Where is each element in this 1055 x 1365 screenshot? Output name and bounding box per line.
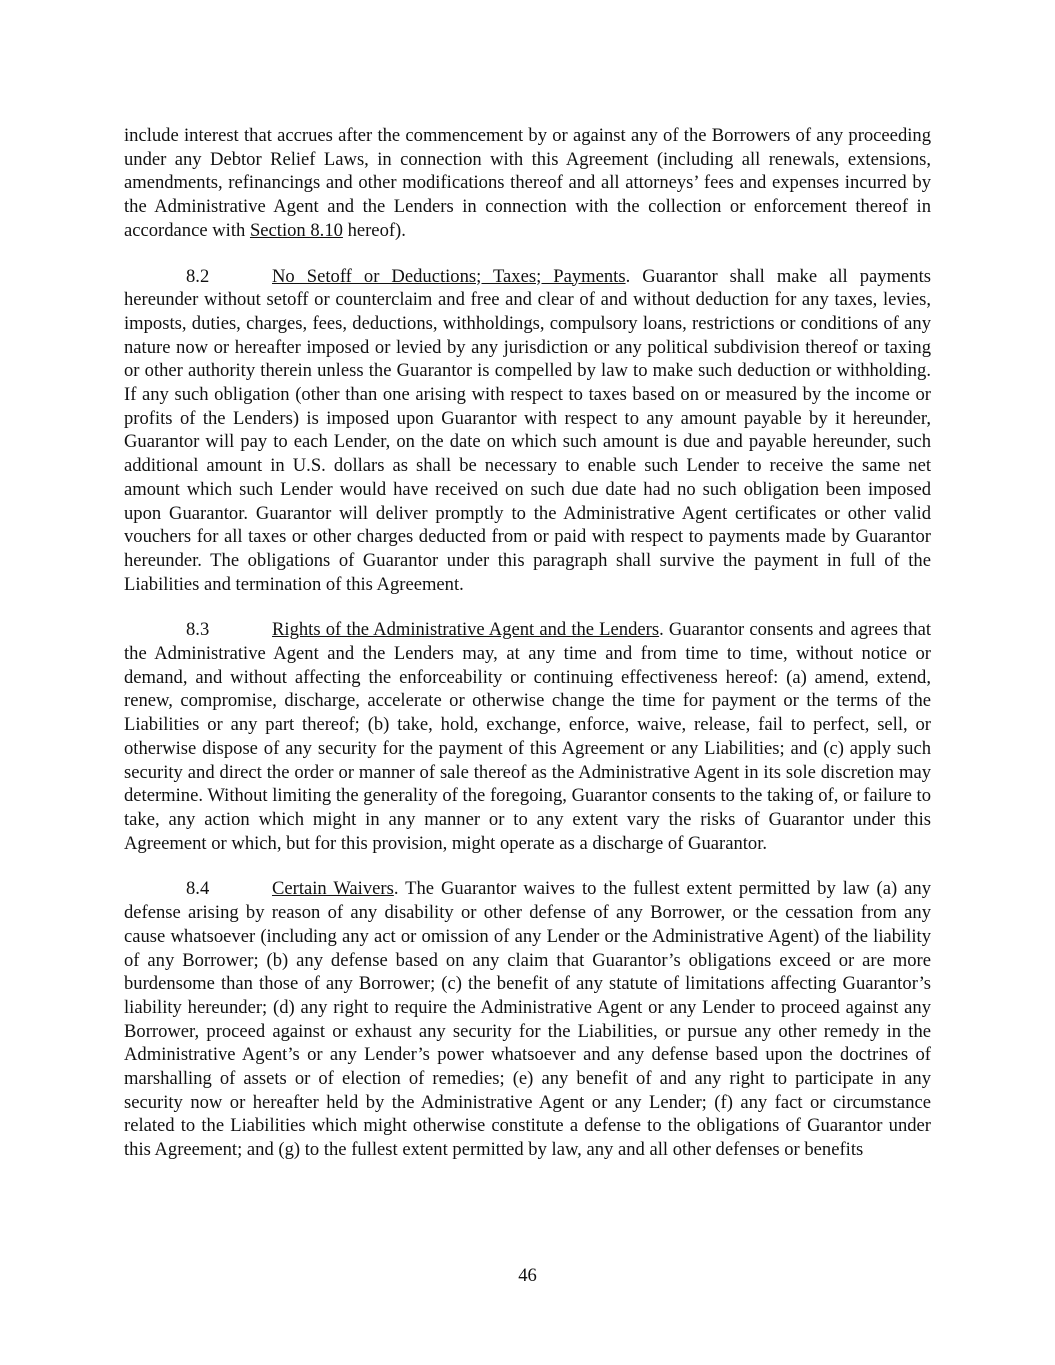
section-number: 8.4: [186, 878, 210, 900]
document-page: [124, 124, 931, 1184]
section-8-2: [124, 265, 931, 597]
section-heading: Certain Waivers: [272, 878, 394, 900]
continuation-text-before: include interest that accrues after the commencement by or against any of the Borrowers of any proceeding under any Debtor Relief Laws, in connection with this Agreement (including all renewals, extensions, amendments, refinancings and other modifications thereof and all attorneys’ fees and expenses incurred by the Administrative Agent and the Lenders in connection with the collection or enforcement thereof in accordance with: [124, 125, 931, 241]
section-number: 8.3: [186, 619, 210, 641]
section-reference: Section 8.10: [249, 219, 343, 241]
section-heading: Rights of the Administrative Agent and the Lenders: [272, 619, 660, 641]
section-body: . The Guarantor waives to the fullest extent permitted by law (a) any defense arising by reason of any disability or other defense of any Borrower, or the cessation from any cause whatsoever (including any act or omission of any Lender or the Administrative Agent) of the liability of any Borrower; (b) any defense based on any claim that Guarantor’s obligations exceed or are more burdensome than those of any Borrower; (c) the benefit of any statute of limitations affecting Guarantor’s liability hereunder; (d) any right to require the Administrative Agent or any Lender to proceed against any Borrower, proceed against or exhaust any security for the Liabilities, or pursue any other remedy in the Administrative Agent’s or any Lender’s power whatsoever and any defense based upon the doctrines of marshalling of assets or of election of remedies; (e) any benefit of and any right to participate in any security now or hereafter held by the Administrative Agent or any Lender; (f) any fact or circumstance related to the Liabilities which might otherwise constitute a defense to the obligations of Guarantor under this Agreement; and (g) to the fullest extent permitted by law, any and all other defenses or benefits: [124, 878, 931, 1161]
section-body: . Guarantor consents and agrees that the Administrative Agent and the Lenders may, at any time and from time to time, without notice or demand, and without affecting the enforceability or continuing effectiveness hereof: (a) amend, extend, renew, compromise, discharge, accelerate or otherwise change the time for payment or the terms of the Liabilities or any part thereof; (b) take, hold, exchange, enforce, waive, release, fail to perfect, sell, or otherwise dispose of any security for the payment of this Agreement or any Liabilities; and (c) apply such security and direct the order or manner of sale thereof as the Administrative Agent in its sole discretion may determine. Without limiting the generality of the foregoing, Guarantor consents to the taking of, or failure to take, any action which might in any manner or to any extent vary the risks of Guarantor under this Agreement or which, but for this provision, might operate as a discharge of Guarantor.: [124, 619, 932, 854]
continuation-paragraph: [124, 124, 931, 243]
section-8-3: [124, 618, 931, 855]
section-number: 8.2: [186, 265, 210, 287]
page-number: 46: [518, 1265, 537, 1286]
section-8-4: [124, 877, 931, 1161]
section-body: . Guarantor shall make all payments hereunder without setoff or counterclaim and free and clear of and without deduction for any taxes, levies, imposts, duties, charges, fees, deductions, withholdings, compulsory loans, restrictions or conditions of any nature now or hereafter imposed or levied by any jurisdiction or any political subdivision thereof or taxing or other authority therein unless the Guarantor is compelled by law to make such deduction or withholding. If any such obligation (other than one arising with respect to taxes based on or measured by the income or profits of the Lenders) is imposed upon Guarantor with respect to any amount payable by it hereunder, Guarantor will pay to each Lender, on the date on which such amount is due and payable hereunder, such additional amount in U.S. dollars as shall be necessary to enable such Lender to receive the same net amount which such Lender would have received on such due date had no such obligation been imposed upon Guarantor. Guarantor will deliver promptly to the Administrative Agent certificates or other valid vouchers for all taxes or other charges deducted from or paid with respect to payments made by Guarantor hereunder. The obligations of Guarantor under this paragraph shall survive the payment in full of the Liabilities and termination of this Agreement.: [124, 265, 931, 595]
continuation-text-after: hereof).: [342, 219, 406, 241]
section-heading: No Setoff or Deductions; Taxes; Payments: [272, 265, 626, 287]
